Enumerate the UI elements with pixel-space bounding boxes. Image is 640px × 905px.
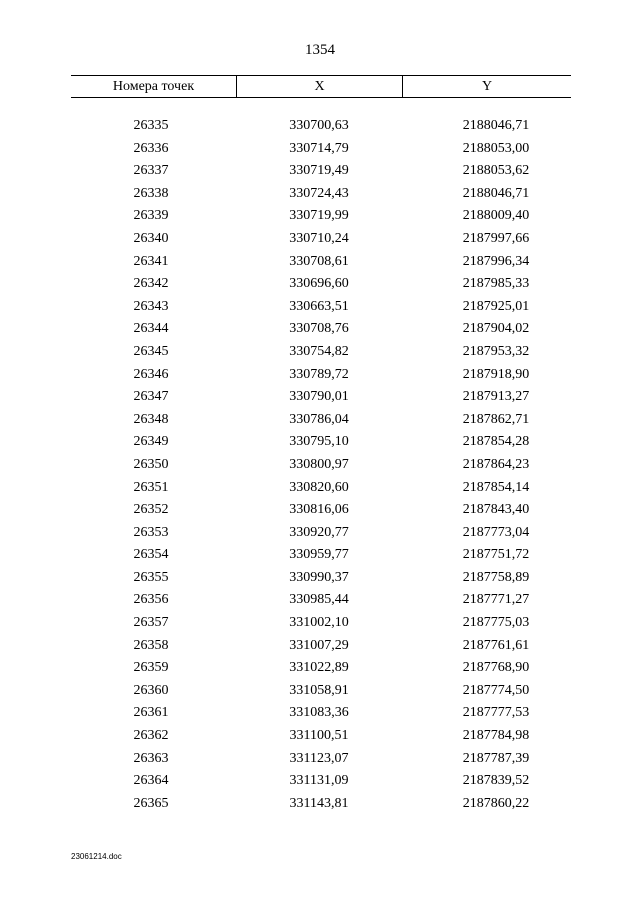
point-number-cell: 26351 (133, 479, 169, 495)
point-number-cell: 26353 (133, 524, 169, 540)
y-coordinate-cell: 2187953,32 (462, 343, 530, 359)
table-row (71, 433, 571, 456)
y-coordinate-cell: 2187913,27 (462, 389, 530, 405)
point-number-cell: 26348 (133, 411, 169, 427)
point-number-cell: 26358 (133, 637, 169, 653)
y-coordinate-cell: 2187771,27 (462, 592, 530, 608)
table-row (71, 185, 571, 208)
y-coordinate-cell: 2188046,71 (462, 118, 530, 133)
table-row (71, 637, 571, 660)
point-number-cell: 26344 (133, 321, 169, 337)
table-row (71, 569, 571, 592)
y-coordinate-cell: 2187843,40 (462, 502, 530, 518)
y-coordinate-cell: 2187996,34 (462, 253, 530, 269)
page-number: 1354 (305, 42, 335, 58)
column-header-x: X (237, 76, 403, 97)
point-number-cell: 26354 (133, 547, 169, 563)
point-number-cell: 26365 (133, 795, 169, 811)
table-row (71, 750, 571, 773)
table-row (71, 275, 571, 298)
table-row (71, 207, 571, 230)
x-coordinate-cell: 330663,51 (289, 298, 349, 314)
point-number-cell: 26341 (133, 253, 169, 269)
point-number-cell: 26340 (133, 230, 169, 246)
x-coordinate-cell: 331022,89 (289, 660, 349, 676)
x-coordinate-cell: 331123,07 (289, 750, 349, 766)
table-row (71, 388, 571, 411)
point-number-cell: 26347 (133, 389, 169, 405)
point-number-cell: 26363 (133, 750, 169, 766)
x-coordinate-cell: 330708,61 (289, 253, 349, 269)
x-coordinate-cell: 331131,09 (289, 773, 349, 789)
y-coordinate-cell: 2187854,28 (462, 434, 530, 450)
x-coordinate-cell: 330719,99 (289, 208, 349, 224)
table-header (71, 75, 571, 98)
y-coordinate-cell: 2187773,04 (462, 524, 530, 540)
point-number-cell: 26339 (133, 208, 169, 224)
point-number-cell: 26357 (133, 615, 169, 631)
table-row (71, 772, 571, 795)
point-number-cell: 26355 (133, 569, 169, 585)
y-coordinate-cell: 2187860,22 (462, 795, 530, 811)
x-coordinate-cell: 330795,10 (289, 434, 349, 450)
point-number-cell: 26343 (133, 298, 169, 314)
y-coordinate-cell: 2187862,71 (462, 411, 530, 427)
point-number-cell: 26352 (133, 502, 169, 518)
point-number-cell: 26345 (133, 343, 169, 359)
x-coordinate-cell: 330754,82 (289, 343, 349, 359)
y-coordinate-cell: 2187777,53 (462, 705, 530, 721)
table-row (71, 117, 571, 140)
table-row (71, 614, 571, 637)
table-row (71, 320, 571, 343)
table-row (71, 591, 571, 614)
y-coordinate-cell: 2188053,62 (462, 163, 530, 179)
point-number-cell: 26342 (133, 276, 169, 292)
y-coordinate-cell: 2187787,39 (462, 750, 530, 766)
x-coordinate-cell: 331002,10 (289, 615, 349, 631)
x-coordinate-cell: 330696,60 (289, 276, 349, 292)
point-number-cell: 26356 (133, 592, 169, 608)
table-row (71, 366, 571, 389)
x-coordinate-cell: 330710,24 (289, 230, 349, 246)
x-coordinate-cell: 330790,01 (289, 389, 349, 405)
table-row (71, 140, 571, 163)
x-coordinate-cell: 330985,44 (289, 592, 349, 608)
x-coordinate-cell: 330719,49 (289, 163, 349, 179)
table-row (71, 253, 571, 276)
x-coordinate-cell: 330816,06 (289, 502, 349, 518)
y-coordinate-cell: 2187864,23 (462, 456, 530, 472)
y-coordinate-cell: 2187918,90 (462, 366, 530, 382)
point-number-cell: 26350 (133, 456, 169, 472)
y-coordinate-cell: 2187768,90 (462, 660, 530, 676)
point-number-cell: 26335 (133, 118, 169, 133)
point-number-cell: 26359 (133, 660, 169, 676)
table-row (71, 298, 571, 321)
x-coordinate-cell: 330724,43 (289, 185, 349, 201)
y-coordinate-cell: 2187758,89 (462, 569, 530, 585)
x-coordinate-cell: 330990,37 (289, 569, 349, 585)
x-coordinate-cell: 330700,63 (289, 118, 349, 133)
table-row (71, 162, 571, 185)
table-body (71, 117, 571, 817)
point-number-cell: 26337 (133, 163, 169, 179)
y-coordinate-cell: 2188009,40 (462, 208, 530, 224)
y-coordinate-cell: 2187925,01 (462, 298, 530, 314)
table-row (71, 795, 571, 818)
point-number-cell: 26338 (133, 185, 169, 201)
x-coordinate-cell: 330800,97 (289, 456, 349, 472)
y-coordinate-cell: 2187904,02 (462, 321, 530, 337)
y-coordinate-cell: 2187854,14 (462, 479, 530, 495)
table-row (71, 659, 571, 682)
y-coordinate-cell: 2187751,72 (462, 547, 530, 563)
point-number-cell: 26361 (133, 705, 169, 721)
x-coordinate-cell: 330714,79 (289, 140, 349, 156)
x-coordinate-cell: 331083,36 (289, 705, 349, 721)
x-coordinate-cell: 331058,91 (289, 682, 349, 698)
table-row (71, 411, 571, 434)
table-row (71, 546, 571, 569)
x-coordinate-cell: 330789,72 (289, 366, 349, 382)
y-coordinate-cell: 2187775,03 (462, 615, 530, 631)
column-header-point-numbers: Номера точек (71, 76, 237, 97)
x-coordinate-cell: 330959,77 (289, 547, 349, 563)
y-coordinate-cell: 2187761,61 (462, 637, 530, 653)
table-row (71, 479, 571, 502)
table-row (71, 682, 571, 705)
table-row (71, 524, 571, 547)
y-coordinate-cell: 2187839,52 (462, 773, 530, 789)
x-coordinate-cell: 330920,77 (289, 524, 349, 540)
table-row (71, 704, 571, 727)
x-coordinate-cell: 330820,60 (289, 479, 349, 495)
y-coordinate-cell: 2187997,66 (462, 230, 530, 246)
x-coordinate-cell: 330786,04 (289, 411, 349, 427)
point-number-cell: 26360 (133, 682, 169, 698)
point-number-cell: 26362 (133, 728, 169, 744)
point-number-cell: 26336 (133, 140, 169, 156)
y-coordinate-cell: 2187985,33 (462, 276, 530, 292)
x-coordinate-cell: 331100,51 (289, 728, 349, 744)
y-coordinate-cell: 2187774,50 (462, 682, 530, 698)
table-row (71, 230, 571, 253)
y-coordinate-cell: 2188053,00 (462, 140, 530, 156)
x-coordinate-cell: 331007,29 (289, 637, 349, 653)
table-row (71, 501, 571, 524)
column-header-y: Y (481, 79, 493, 94)
table-row (71, 343, 571, 366)
point-number-cell: 26346 (133, 366, 169, 382)
point-number-cell: 26364 (133, 773, 169, 789)
y-coordinate-cell: 2188046,71 (462, 185, 530, 201)
table-row (71, 456, 571, 479)
x-coordinate-cell: 330708,76 (289, 321, 349, 337)
y-coordinate-cell: 2187784,98 (462, 728, 530, 744)
x-coordinate-cell: 331143,81 (289, 795, 349, 811)
document-filename: 23061214.doc (71, 852, 122, 861)
point-number-cell: 26349 (133, 434, 169, 450)
table-row (71, 727, 571, 750)
